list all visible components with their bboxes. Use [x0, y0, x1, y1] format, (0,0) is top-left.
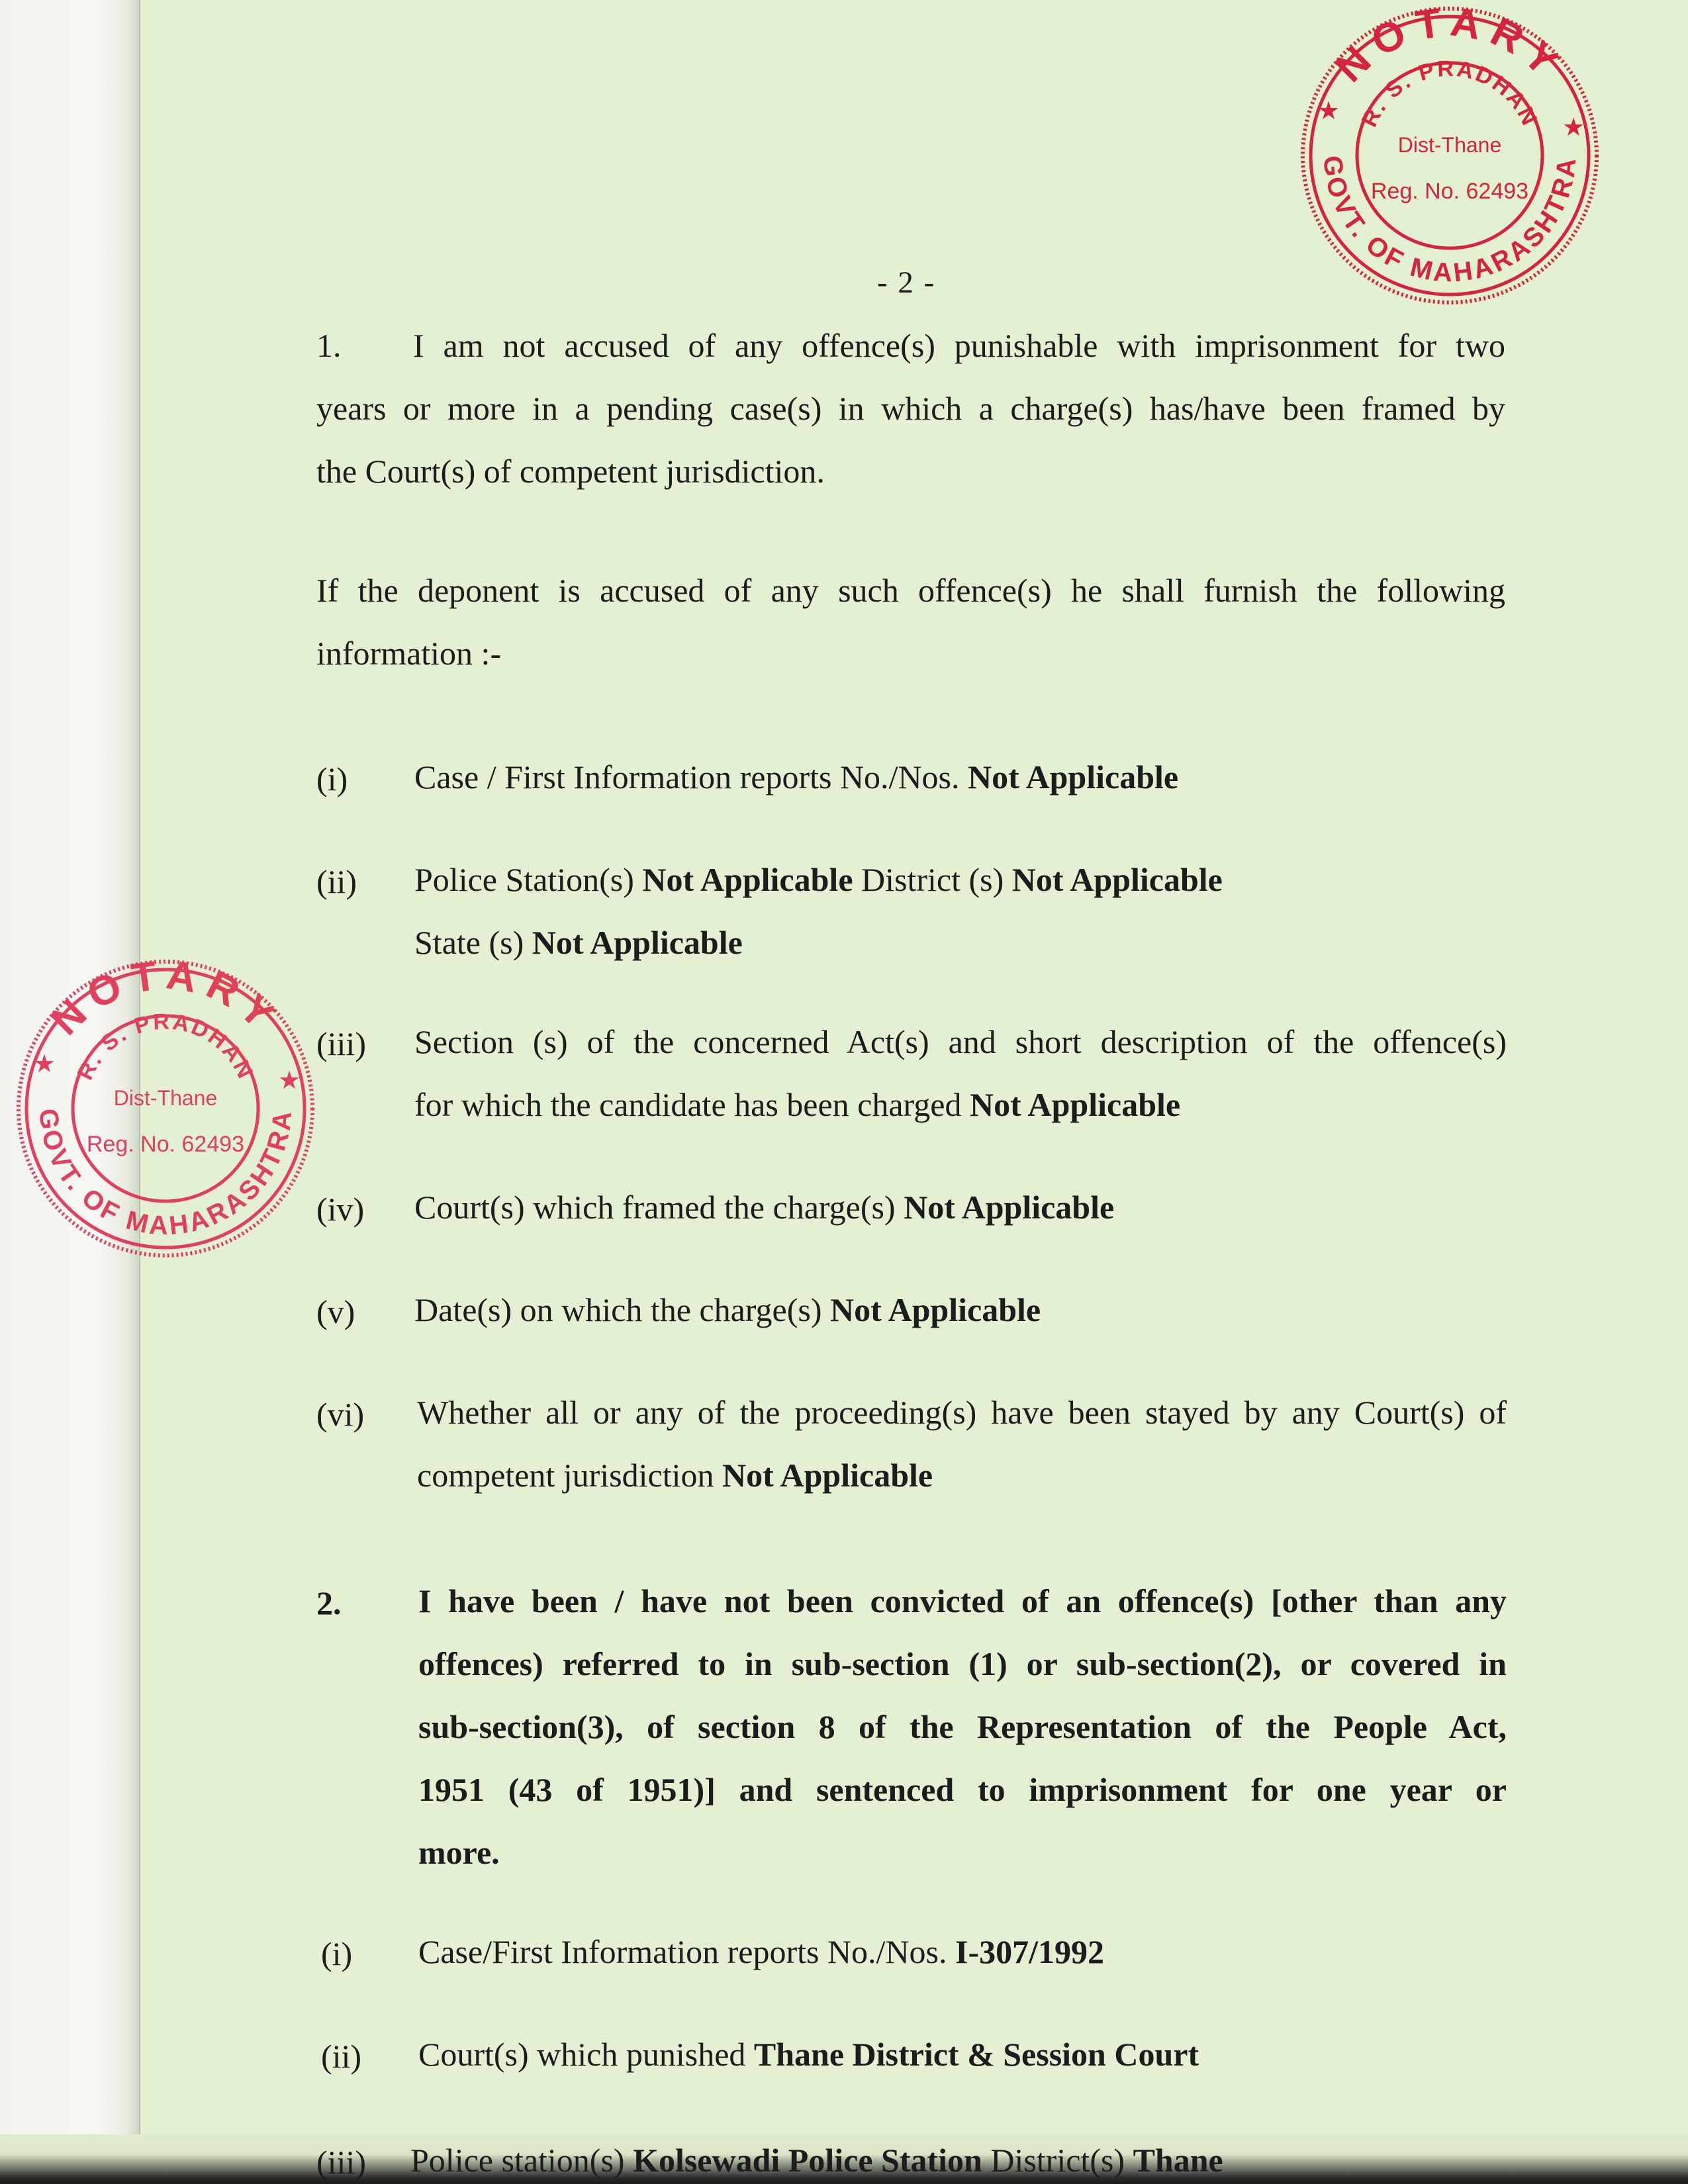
item-text: competent jurisdiction [417, 1457, 714, 1494]
item-number: (v) [316, 1293, 355, 1330]
stamp-district-text: Dist-Thane [113, 1086, 218, 1110]
item-text: Police Station(s) [414, 861, 634, 898]
page-number: - 2 - [877, 265, 936, 300]
list-item [417, 1444, 1507, 1507]
item-value: Thane District & Session Court [753, 2036, 1199, 2073]
stamp-name-text: R. S. PRADHAN [72, 1009, 259, 1084]
list-item [418, 2023, 1507, 2086]
item-number: (vi) [316, 1396, 365, 1433]
item-value: Not Applicable [642, 861, 853, 898]
item-number: (ii) [321, 2038, 362, 2075]
item-value: Kolsewadi Police Station [633, 2142, 982, 2179]
item-value: Not Applicable [830, 1291, 1041, 1328]
list-item-line-1: Whether all or any of the proceeding(s) have been stayed by any Court(s) of [417, 1394, 1507, 1431]
item-text: Police station(s) [410, 2142, 625, 2179]
section-2-line-4: 1951 (43 of 1951)] and sentenced to imprisonment for one year or [418, 1771, 1507, 1808]
stamp-notary-text: NOTARY [42, 953, 289, 1044]
stamp-name-text: R. S. PRADHAN [1356, 56, 1543, 131]
item-value: Not Applicable [1011, 861, 1223, 898]
list-item [418, 1921, 1507, 1983]
list-item-line-1: Section (s) of the concerned Act(s) and short description of the offence(s) [414, 1023, 1507, 1060]
notary-stamp-top [1291, 0, 1609, 311]
svg-text:R. S. PRADHAN [72, 1009, 258, 1084]
list-item [414, 848, 1507, 911]
intro-line-1: If the deponent is accused of any such offence(s) he shall furnish the following [316, 572, 1505, 609]
section-1-number: 1. [316, 327, 342, 364]
intro-line-2: information :- [316, 635, 502, 672]
item-number: (iv) [316, 1191, 365, 1228]
item-text: Court(s) which punished [418, 2036, 746, 2073]
item-text: Court(s) which framed the charge(s) [414, 1189, 896, 1226]
item-value: Not Applicable [968, 758, 1179, 796]
item-text: State (s) [414, 924, 524, 961]
stamp-govt-text: GOVT. OF MAHARASHTRA [33, 1107, 298, 1241]
list-item-continuation [414, 911, 1507, 974]
item-number: (i) [316, 760, 348, 797]
section-2-line-3: sub-section(3), of section 8 of the Representation of the People Act, [418, 1708, 1507, 1745]
item-value: Not Applicable [532, 924, 743, 961]
item-value: Thane [1133, 2142, 1223, 2179]
item-text: District(s) [990, 2142, 1125, 2179]
stamp-reg-text: Reg. No. 62493 [1370, 179, 1529, 204]
stamp-reg-text: Reg. No. 62493 [86, 1132, 245, 1157]
list-item [414, 746, 1507, 809]
section-2-line-2: offences) referred to in sub-section (1) or sub-section(2), or covered in [418, 1645, 1507, 1682]
item-value: Not Applicable [722, 1457, 933, 1494]
item-number: (iii) [316, 2144, 366, 2181]
item-value: I-307/1992 [955, 1933, 1105, 1970]
item-number: (i) [321, 1935, 353, 1972]
list-item [414, 1073, 1507, 1136]
stamp-star-icon: ★ [1317, 97, 1340, 125]
item-text: Case / First Information reports No./Nos. [414, 758, 960, 796]
item-text: Case/First Information reports No./Nos. [418, 1933, 947, 1970]
stamp-govt-text: GOVT. OF MAHARASHTRA [1317, 154, 1582, 288]
stamp-notary-text: NOTARY [1327, 0, 1573, 91]
notary-stamp-left [7, 953, 324, 1264]
list-item [414, 1279, 1507, 1342]
svg-text:GOVT. OF MAHARASHTRA [1317, 154, 1581, 287]
svg-text:GOVT. OF MAHARASHTRA [33, 1107, 297, 1240]
svg-text:R. S. PRADHAN [1356, 56, 1542, 131]
section-1-line-1: I am not accused of any offence(s) punishable with imprisonment for two [413, 327, 1505, 364]
section-2-number: 2. [316, 1584, 342, 1621]
item-number: (iii) [316, 1025, 366, 1062]
list-item [414, 1176, 1507, 1239]
item-value: Not Applicable [904, 1189, 1115, 1226]
item-text: for which the candidate has been charged [414, 1086, 962, 1123]
stamp-district-text: Dist-Thane [1397, 133, 1502, 157]
section-1-line-2: years or more in a pending case(s) in which a charge(s) has/have been framed by [316, 390, 1505, 427]
item-value: Not Applicable [970, 1086, 1181, 1123]
item-text: District (s) [861, 861, 1004, 898]
list-item [410, 2129, 1507, 2184]
section-2-line-5: more. [418, 1834, 500, 1871]
section-1-line-3: the Court(s) of competent jurisdiction. [316, 453, 825, 490]
stamp-star-icon: ★ [33, 1050, 56, 1078]
stamp-star-icon: ★ [278, 1067, 301, 1095]
item-text: Date(s) on which the charge(s) [414, 1291, 822, 1328]
item-number: (ii) [316, 863, 357, 900]
section-2-line-1: I have been / have not been convicted of an offence(s) [other than any [418, 1582, 1507, 1619]
stamp-star-icon: ★ [1562, 114, 1585, 142]
